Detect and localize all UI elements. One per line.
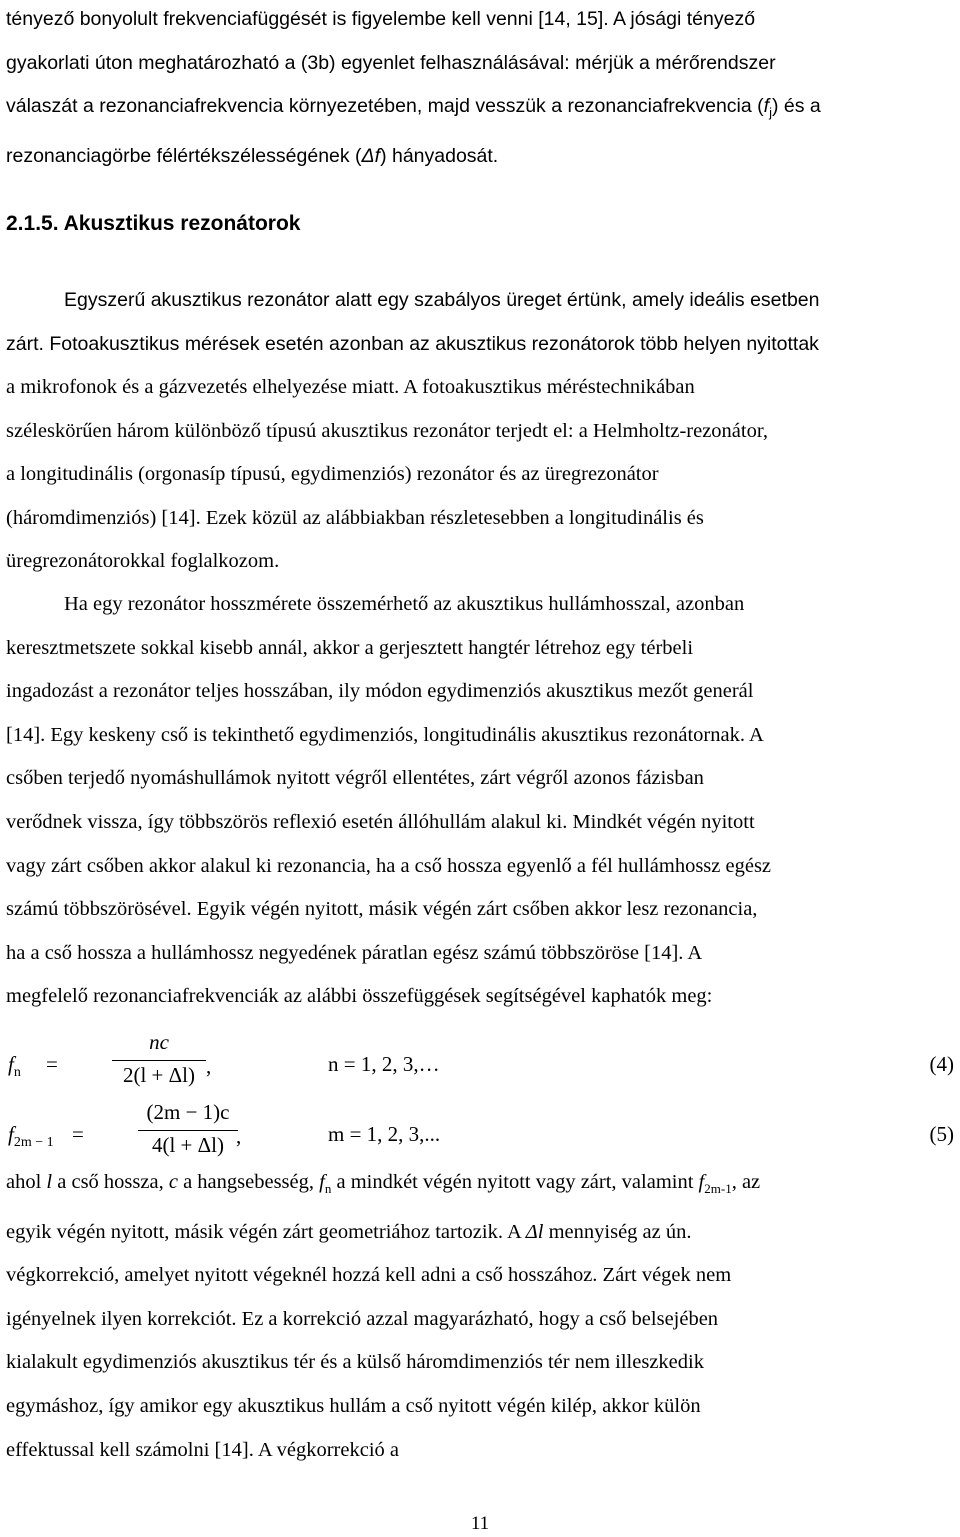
math-f: f [698, 1171, 705, 1193]
text-span: válaszát a rezonanciafrekvencia környezetében, majd vesszük a rezonanciafrekvencia ( [6, 95, 764, 118]
text-line: vagy zárt csőben akkor alakul ki rezonancia, ha a cső hossza egyenlő a fél hullámhossz egész [6, 854, 772, 877]
text-line: csőben terjedő nyomáshullámok nyitott végről ellentétes, zárt végről azonos fázisban [6, 767, 704, 790]
text-span: ) és a [771, 95, 821, 118]
math-delta-l: Δl [525, 1220, 544, 1243]
text-line: egymáshoz, így amikor egy akusztikus hullám a cső nyitott végén kilép, akkor külön [6, 1395, 701, 1418]
math-f: f [319, 1171, 325, 1193]
paragraph-resonators [6, 279, 954, 366]
math-c: c [168, 1171, 178, 1193]
paragraph-longitudinal [6, 583, 954, 1019]
text-line: a mikrofonok és a gázvezetés elhelyezése miatt. A fotoakusztikus méréstechnikában [6, 376, 695, 398]
eq5-comma: , [236, 1124, 242, 1148]
text-line: Egyszerű akusztikus rezonátor alatt egy szabályos üreget értünk, amely ideális esetben [64, 289, 820, 311]
equation-4 [0, 1030, 960, 1087]
text-span: ahol [6, 1171, 47, 1193]
text-line [6, 1161, 954, 1211]
eq5-numerator: (2m − 1)c [146, 1100, 230, 1124]
text-line: (háromdimenziós) [14]. Ezek közül az alábbiakban részletesebben a longitudinális és [6, 506, 704, 529]
math-sub: 2m − 1 [13, 1135, 54, 1151]
text-line: zárt. Fotoakusztikus mérések esetén azonban az akusztikus rezonátorok több helyen nyitottak [6, 332, 819, 355]
eq4-comma: , [206, 1054, 212, 1078]
text-line [6, 85, 954, 134]
eq4-numerator: nc [149, 1030, 169, 1054]
text-line: ingadozást a rezonátor teljes hosszában, ily módon egydimenziós akusztikus mezőt generál [6, 680, 754, 703]
math-f: f [763, 95, 770, 118]
eq4-lhs [8, 1052, 21, 1081]
text-span: a cső hossza, [52, 1171, 169, 1193]
text-line: ha a cső hossza a hullámhossz negyedének páratlan egész számú többszöröse [14]. A [6, 941, 703, 964]
eq4-denominator: 2(l + Δl) [122, 1063, 195, 1087]
math-f: f [8, 1052, 14, 1076]
text-line [6, 135, 954, 179]
eq4-condition: n = 1, 2, 3,… [328, 1052, 440, 1076]
text-line: gyakorlati úton meghatározható a (3b) egyenlet felhasználásával: mérjük a mérőrendszer [6, 51, 776, 74]
math-f: f [8, 1122, 14, 1146]
text-line: a longitudinális (orgonasíp típusú, egydimenziós) rezonátor és az üregrezonátor [6, 463, 659, 486]
eq5-denominator: 4(l + Δl) [151, 1133, 224, 1157]
text-line: keresztmetszete sokkal kisebb annál, akkor a gerjesztett hangtér létrehoz egy térbeli [6, 636, 694, 659]
eq4-number: (4) [929, 1052, 954, 1076]
text-span: , az [731, 1171, 761, 1193]
text-line [6, 1211, 954, 1255]
eq4-equals: = [46, 1052, 58, 1076]
eq5-condition: m = 1, 2, 3,... [328, 1122, 441, 1146]
math-sub: n [13, 1065, 21, 1081]
text-line: üregrezonátorokkal foglalkozom. [6, 550, 280, 573]
eq5-number: (5) [929, 1122, 954, 1146]
text-line: tényező bonyolult frekvenciafüggését is figyelembe kell venni [14, 15]. A jósági tényező [6, 8, 756, 30]
math-sub: 2m-1 [704, 1181, 732, 1197]
text-span: rezonanciagörbe félértékszélességének ( [6, 144, 362, 167]
text-line: effektussal kell számolni [14]. A végkorrekció a [6, 1438, 399, 1461]
text-line: Ha egy rezonátor hosszmérete összemérhető az akusztikus hullámhosszal, azonban [64, 593, 745, 615]
math-sub: j [769, 105, 772, 121]
eq5-equals: = [72, 1122, 84, 1146]
math-delta-f: Δf [361, 144, 381, 167]
eq5-lhs [8, 1122, 54, 1151]
section-heading: 2.1.5. Akusztikus rezonátorok [6, 212, 301, 235]
text-span: ) hányadosát. [380, 144, 499, 167]
fraction-bar [138, 1130, 238, 1131]
text-line: verődnek vissza, így többszörös reflexió esetén állóhullám alakul ki. Mindkét végén nyitott [6, 810, 755, 833]
paragraph-resonators-cont [6, 366, 954, 584]
text-line: [14]. Egy keskeny cső is tekinthető egydimenziós, longitudinális akusztikus rezonátornak. A [6, 723, 764, 746]
text-line: igényelnek ilyen korrekciót. Ez a korrekció azzal magyarázható, hogy a cső belsejében [6, 1307, 719, 1330]
fraction-bar [112, 1060, 206, 1061]
paragraph-end-correction [6, 1161, 954, 1472]
text-line: kialakult egydimenziós akusztikus tér és a külső háromdimenziós tér nem illeszkedik [6, 1351, 704, 1374]
page-number: 11 [470, 1513, 490, 1534]
math-sub: n [324, 1181, 332, 1197]
equation-5 [0, 1100, 960, 1157]
text-span: a mindkét végén nyitott vagy zárt, valamint [331, 1171, 699, 1193]
text-line: megfelelő rezonanciafrekvenciák az alábbi összefüggések segítségével kaphatók meg: [6, 985, 713, 1008]
math-l: l [46, 1171, 53, 1193]
text-line: széleskörűen három különböző típusú akusztikus rezonátor terjedt el: a Helmholtz-rezonátor, [6, 419, 768, 442]
paragraph-intro [6, 0, 954, 178]
text-line: számú többszörösével. Egyik végén nyitott, másik végén zárt csőben akkor lesz rezonancia, [6, 898, 758, 921]
text-span: mennyiség az ún. [543, 1220, 692, 1243]
text-span: egyik végén nyitott, másik végén zárt geometriához tartozik. A [6, 1220, 526, 1243]
text-line: végkorrekció, amelyet nyitott végeknél hozzá kell adni a cső hosszához. Zárt végek nem [6, 1264, 732, 1287]
text-span: a hangsebesség, [177, 1171, 320, 1193]
